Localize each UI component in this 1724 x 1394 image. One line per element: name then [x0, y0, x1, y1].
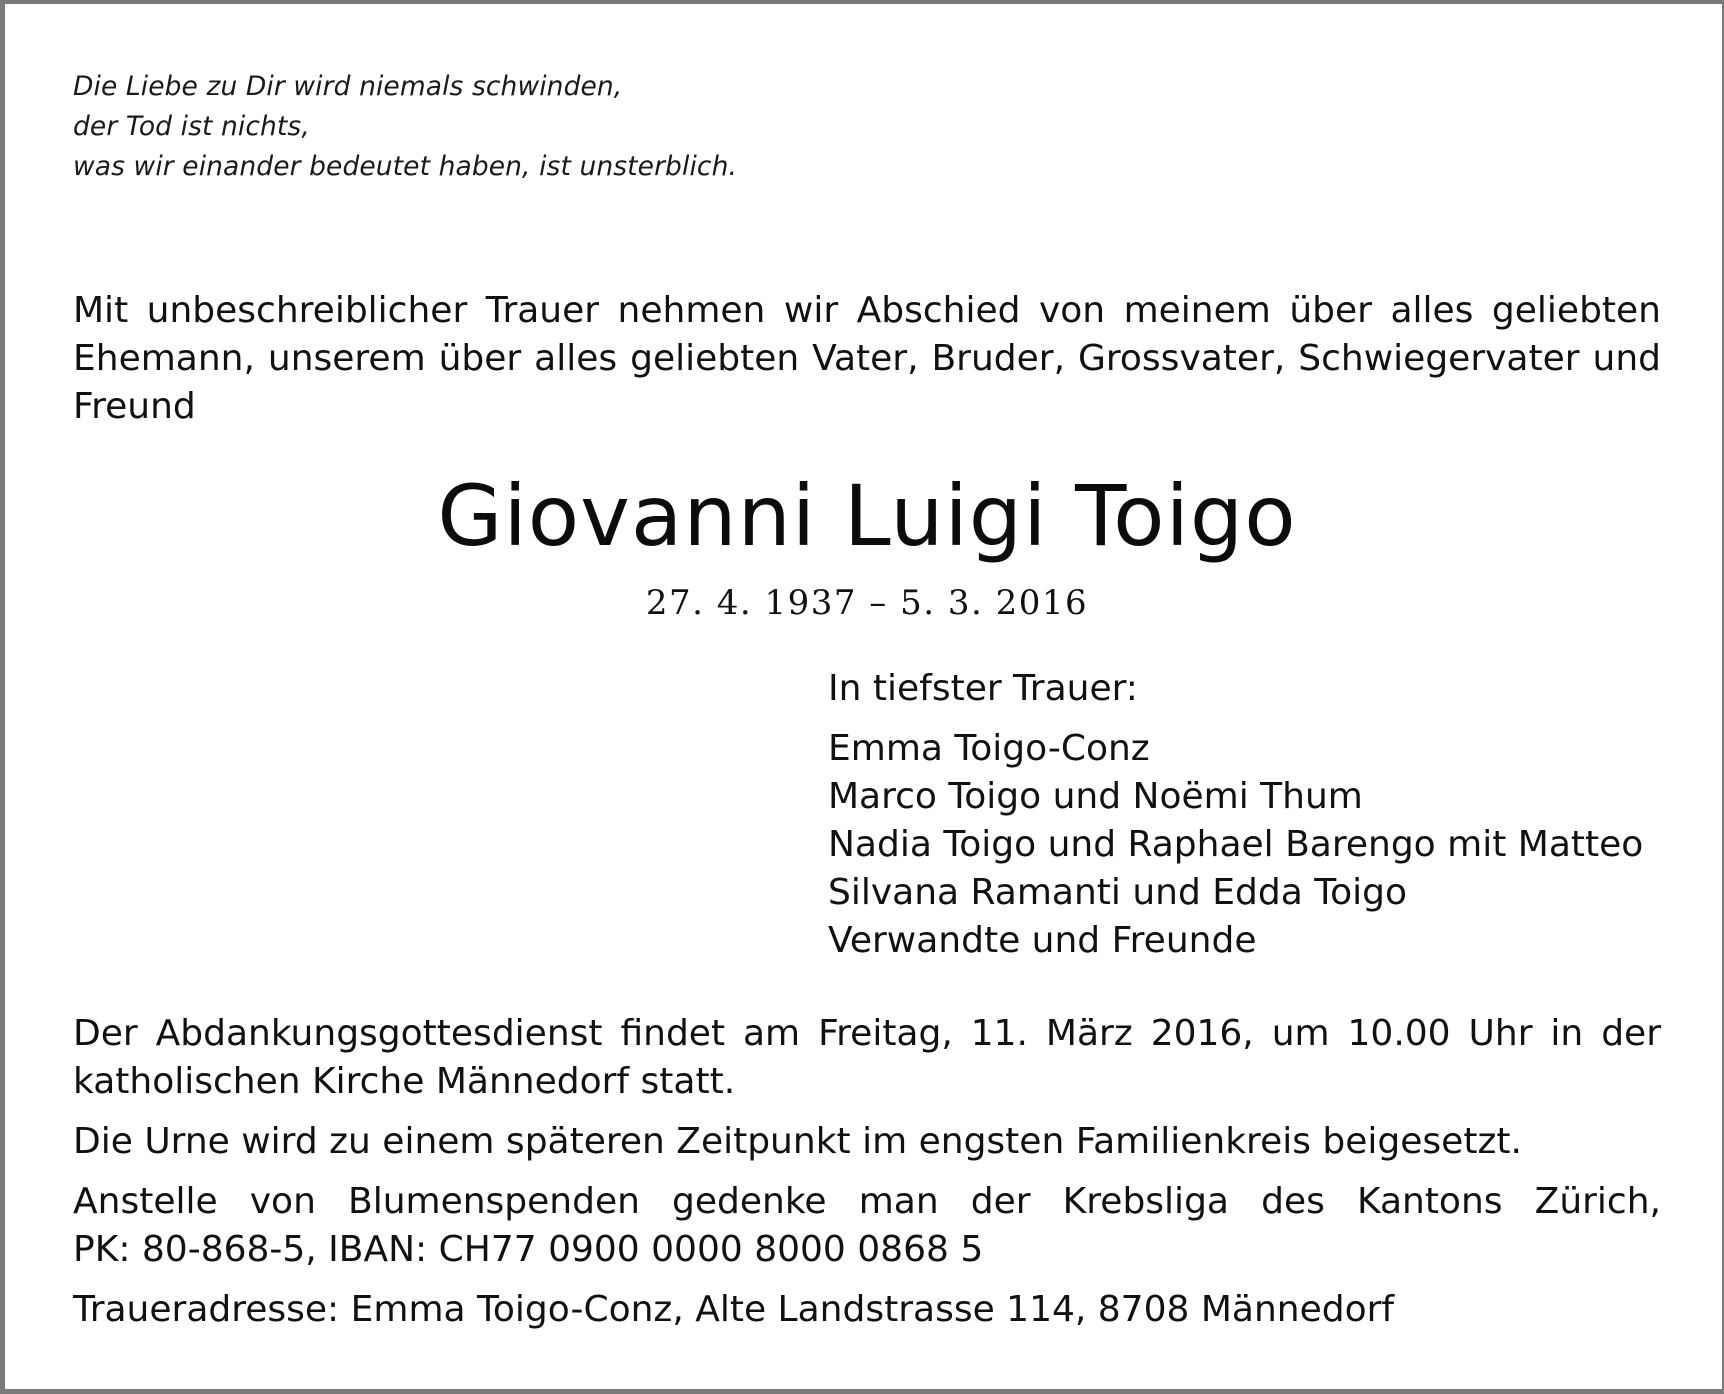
mourner-name: Nadia Toigo und Raphael Barengo mit Matteo	[828, 824, 1644, 865]
mourners-list	[828, 665, 1643, 965]
service-information	[73, 1010, 1661, 1334]
donation-line: Anstelle von Blumenspenden gedenke man der Krebsliga des Kantons Zürich,	[73, 1181, 1661, 1222]
mourners-heading: In tiefster Trauer:	[828, 668, 1138, 709]
mourning-address: Traueradresse: Emma Toigo-Conz, Alte Landstrasse 114, 8708 Männedorf	[73, 1289, 1395, 1330]
ceremony-line: katholischen Kirche Männedorf statt.	[73, 1061, 736, 1102]
quote-line: Die Liebe zu Dir wird niemals schwinden,	[73, 71, 623, 102]
farewell-intro	[73, 287, 1661, 431]
quote-line: der Tod ist nichts,	[73, 111, 310, 142]
urn-paragraph: Die Urne wird zu einem späteren Zeitpunkt im engsten Familienkreis beigesetzt.	[73, 1121, 1522, 1162]
intro-line: Freund	[73, 386, 196, 427]
mourner-name: Marco Toigo und Noëmi Thum	[828, 776, 1363, 817]
memorial-quote	[73, 67, 737, 187]
life-dates: 27. 4. 1937 – 5. 3. 2016	[645, 583, 1089, 623]
mourner-name: Verwandte und Freunde	[828, 920, 1257, 961]
deceased-name: Giovanni Luigi Toigo	[437, 467, 1297, 565]
mourner-name: Emma Toigo-Conz	[828, 728, 1150, 769]
mourner-name: Silvana Ramanti und Edda Toigo	[828, 872, 1407, 913]
intro-line: Ehemann, unserem über alles geliebten Vater, Bruder, Grossvater, Schwiegervater und	[73, 338, 1661, 379]
intro-line: Mit unbeschreiblicher Trauer nehmen wir Abschied von meinem über alles geliebten	[73, 290, 1661, 331]
ceremony-line: Der Abdankungsgottesdienst findet am Freitag, 11. März 2016, um 10.00 Uhr in der	[73, 1013, 1661, 1054]
donation-paragraph	[73, 1178, 1661, 1274]
donation-line: PK: 80-868-5, IBAN: CH77 0900 0000 8000 0868 5	[73, 1229, 984, 1270]
ceremony-paragraph	[73, 1010, 1661, 1106]
quote-line: was wir einander bedeutet haben, ist unsterblich.	[73, 151, 737, 182]
